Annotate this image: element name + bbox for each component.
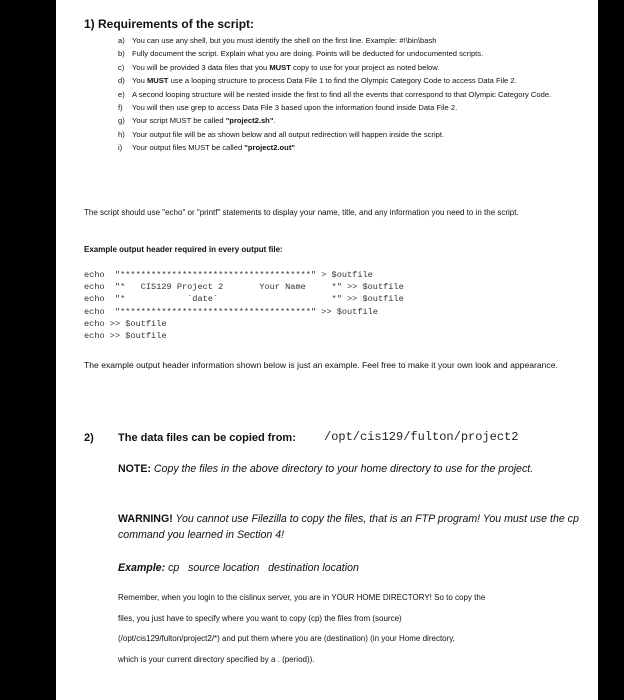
example-label: Example:: [118, 562, 166, 574]
code-line: echo "* CIS129 Project 2 Your Name *" >> $outfile: [84, 282, 404, 293]
code-line: echo "* `date` *" >> $outfile: [84, 294, 404, 305]
requirement-letter: b): [118, 49, 125, 59]
requirement-letter: e): [118, 89, 125, 99]
requirement-text: A second looping structure will be nested inside the first to find all the events that correspond to that Olympic Category Code.: [132, 89, 552, 99]
requirement-letter: h): [118, 129, 125, 139]
remember-paragraph: [118, 588, 588, 670]
requirement-e: [118, 90, 588, 100]
requirement-text: You will be provided 3 data files that you: [132, 62, 270, 72]
section2-number: 2): [84, 432, 94, 444]
document-page: [56, 0, 598, 700]
requirement-text: You will then use grep to access Data File 3 based upon the information found inside Data File 2.: [132, 102, 458, 112]
code-line: echo >> $outfile: [84, 318, 167, 329]
requirement-c: [118, 63, 588, 73]
requirement-text: Your script MUST be called: [132, 116, 226, 126]
note-block: [118, 461, 578, 477]
requirement-letter: a): [118, 36, 125, 45]
requirement-i: [118, 143, 588, 153]
requirement-d: [118, 76, 588, 86]
note-text: Copy the files in the above directory to your home directory to use for the project.: [153, 463, 534, 475]
code-block: [84, 269, 404, 342]
requirement-emphasis: "project2.sh": [225, 116, 274, 126]
requirement-letter: c): [118, 62, 125, 72]
echo-note: The script should use "echo" or "printf" statements to display your name, title, and any information you need to in the script.: [84, 208, 519, 217]
remember-line: Remember, when you login to the cislinux server, you are in YOUR HOME DIRECTORY! So to copy the: [118, 593, 486, 602]
requirement-letter: i): [118, 143, 123, 153]
example-text: cp source location destination location: [168, 562, 359, 574]
example-heading: Example output header required in every output file:: [84, 245, 283, 254]
requirement-letter: f): [118, 102, 123, 112]
code-line: echo >> $outfile: [84, 331, 167, 342]
warning-label: WARNING!: [118, 513, 173, 525]
remember-line: (/opt/cis129/fulton/project2/*) and put them where you are (destination) (in your Home directory,: [118, 634, 455, 643]
remember-line: which is your current directory specified by a . (period)).: [118, 654, 315, 664]
requirement-text: copy to use for your project as noted below.: [290, 62, 440, 72]
requirement-b: [118, 49, 588, 59]
requirement-text: You: [132, 76, 147, 86]
note-label: NOTE:: [118, 463, 151, 475]
requirement-text: Your output files MUST be called: [132, 143, 245, 153]
requirement-text: use a looping structure to process Data File 1 to find the Olympic Category Code to access Data File 2.: [168, 76, 517, 86]
section1-heading: 1) Requirements of the script:: [84, 17, 255, 31]
example-command: [118, 562, 359, 574]
requirement-text: Fully document the script. Explain what you are doing. Points will be deducted for undocumented scripts.: [132, 49, 484, 59]
warning-text: You cannot use Filezilla to copy the files, that is an FTP program! You must use the cp command you learned in Section 4!: [118, 513, 579, 541]
requirement-emphasis: MUST: [146, 76, 169, 86]
requirement-text: .: [273, 116, 276, 126]
requirements-list: [118, 36, 588, 157]
warning-block: [118, 511, 588, 543]
requirement-h: [118, 130, 588, 140]
example-note: The example output header information shown below is just an example. Feel free to make it your own look and appearance.: [84, 360, 558, 370]
requirement-text: You can use any shell, but you must identify the shell on the first line. Example: #!\bin\bash: [132, 36, 437, 45]
requirement-emphasis: MUST: [269, 62, 291, 72]
requirement-emphasis: "project2.out": [244, 143, 295, 153]
requirement-f: [118, 103, 588, 113]
requirement-letter: g): [118, 116, 125, 126]
requirement-a: [118, 36, 588, 46]
section2-title: The data files can be copied from:: [118, 432, 296, 444]
requirement-g: [118, 116, 588, 126]
source-path: /opt/cis129/fulton/project2: [324, 430, 519, 444]
requirement-text: Your output file will be as shown below and all output redirection will happen inside the script.: [132, 129, 445, 139]
remember-line: files, you just have to specify where you want to copy (cp) the files from (source): [118, 613, 402, 623]
code-line: echo "*************************************" >> $outfile: [84, 306, 378, 317]
requirement-letter: d): [118, 76, 125, 86]
code-line: echo "*************************************" > $outfile: [84, 270, 373, 280]
